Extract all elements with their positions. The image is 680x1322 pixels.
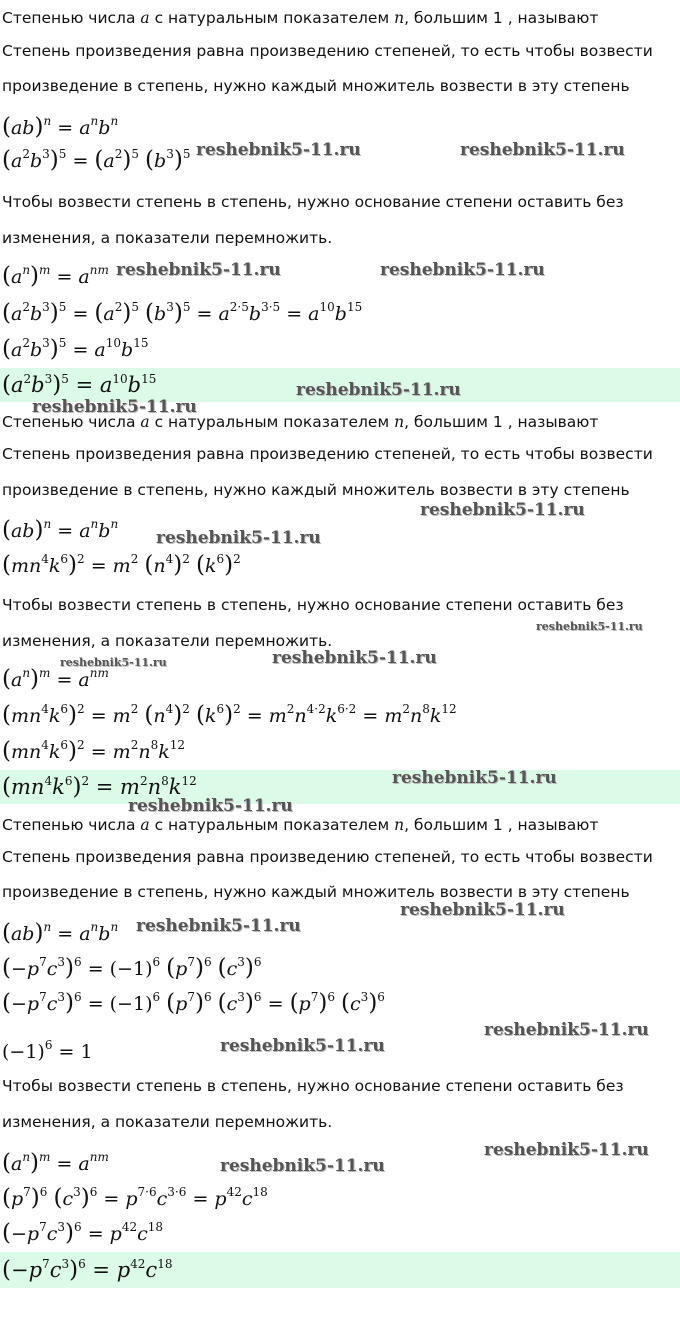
power-rule-line1: Чтобы возвести степень в степень, нужно основание степени оставить без	[2, 193, 624, 211]
watermark: reshebnik5-11.ru	[60, 656, 167, 669]
watermark: reshebnik5-11.ru	[484, 1140, 649, 1160]
watermark: reshebnik5-11.ru	[420, 500, 585, 520]
product-rule-line1: Степень произведения равна произведению степеней, то есть чтобы возвести	[2, 848, 653, 866]
formula-2-expansion: $(mn^4k^6)^2 = m^2$ $(n^4)^2$ $(k^6)^2$	[2, 552, 241, 578]
watermark: reshebnik5-11.ru	[296, 380, 461, 400]
formula-2-result: $(mn^4k^6)^2 = m^2n^8k^{12}$	[2, 738, 186, 764]
formula-3-steps: $(p^7)^6$ $(c^3)^6 = p^{7\cdot 6}c^{3\cdot 6} = p^{42}c^{18}$	[2, 1185, 268, 1211]
formula-1-expansion: $(a^2b^3)^5 = (a^2)^5$ $(b^3)^5$	[2, 147, 191, 173]
product-rule-line2: произведение в степень, нужно каждый множитель возвести в эту степень	[2, 481, 630, 499]
formula-2-answer: $(mn^4k^6)^2 = m^2n^8k^{12}$	[2, 774, 197, 800]
formula-power-of-power: $(a^n)^m = a^{nm}$	[2, 666, 109, 692]
product-rule-line1: Степень произведения равна произведению степеней, то есть чтобы возвести	[2, 42, 653, 60]
product-rule-line2: произведение в степень, нужно каждый множитель возвести в эту степень	[2, 883, 630, 901]
formula-1-answer: $(a^2b^3)^5 = a^{10}b^{15}$	[2, 372, 157, 398]
definition-text-2: Степенью числа a с натуральным показателем n, большим 1 , называют	[2, 413, 599, 431]
formula-2-steps: $(mn^4k^6)^2 = m^2$ $(n^4)^2$ $(k^6)^2 = m^2n^{4\cdot 2}k^{6\cdot 2} = m^2n^8k^{12}$	[2, 702, 457, 728]
formula-3-simplified: $(-p^7c^3)^6 = (-1)^6$ $(p^7)^6$ $(c^3)^6 = (p^7)^6$ $(c^3)^6$	[2, 990, 385, 1016]
watermark: reshebnik5-11.ru	[536, 620, 643, 633]
formula-3-expansion: $(-p^7c^3)^6 = (-1)^6$ $(p^7)^6$ $(c^3)^6$	[2, 955, 262, 981]
watermark: reshebnik5-11.ru	[136, 916, 301, 936]
formula-product-power: $(ab)^n = a^nb^n$	[2, 920, 119, 946]
watermark: reshebnik5-11.ru	[196, 140, 361, 160]
definition-text-1: Степенью числа a с натуральным показателем n, большим 1 , называют	[2, 9, 599, 27]
power-rule-line2: изменения, а показатели перемножить.	[2, 1113, 333, 1131]
watermark: reshebnik5-11.ru	[400, 900, 565, 920]
formula-power-of-power: $(a^n)^m = a^{nm}$	[2, 263, 109, 289]
product-rule-line2: произведение в степень, нужно каждый множитель возвести в эту степень	[2, 77, 630, 95]
watermark: reshebnik5-11.ru	[272, 648, 437, 668]
watermark: reshebnik5-11.ru	[460, 140, 625, 160]
watermark: reshebnik5-11.ru	[380, 260, 545, 280]
power-rule-line1: Чтобы возвести степень в степень, нужно основание степени оставить без	[2, 1077, 624, 1095]
watermark: reshebnik5-11.ru	[156, 528, 321, 548]
watermark: reshebnik5-11.ru	[220, 1156, 385, 1176]
formula-3-result: $(-p^7c^3)^6 = p^{42}c^{18}$	[2, 1220, 164, 1246]
definition-text-3: Степенью числа a с натуральным показателем n, большим 1 , называют	[2, 816, 599, 834]
formula-product-power: $(ab)^n = a^nb^n$	[2, 517, 119, 543]
formula-product-power: $(ab)^n = a^nb^n$	[2, 114, 119, 140]
watermark: reshebnik5-11.ru	[392, 768, 557, 788]
watermark: reshebnik5-11.ru	[220, 1036, 385, 1056]
power-rule-line1: Чтобы возвести степень в степень, нужно основание степени оставить без	[2, 596, 624, 614]
formula-3-answer: $(-p^7c^3)^6 = p^{42}c^{18}$	[2, 1257, 173, 1283]
formula-power-of-power: $(a^n)^m = a^{nm}$	[2, 1150, 109, 1176]
formula-1-result: $(a^2b^3)^5 = a^{10}b^{15}$	[2, 336, 149, 362]
power-rule-line2: изменения, а показатели перемножить.	[2, 229, 333, 247]
power-rule-line2: изменения, а показатели перемножить.	[2, 632, 333, 650]
watermark: reshebnik5-11.ru	[484, 1020, 649, 1040]
watermark: reshebnik5-11.ru	[128, 796, 293, 816]
formula-minus-one: $(-1)^6 = 1$	[2, 1038, 93, 1063]
formula-1-steps: $(a^2b^3)^5 = (a^2)^5$ $(b^3)^5 = a^{2\cdot 5}b^{3\cdot 5} = a^{10}b^{15}$	[2, 300, 363, 326]
watermark: reshebnik5-11.ru	[116, 260, 281, 280]
watermark: reshebnik5-11.ru	[32, 397, 197, 417]
product-rule-line1: Степень произведения равна произведению степеней, то есть чтобы возвести	[2, 445, 653, 463]
